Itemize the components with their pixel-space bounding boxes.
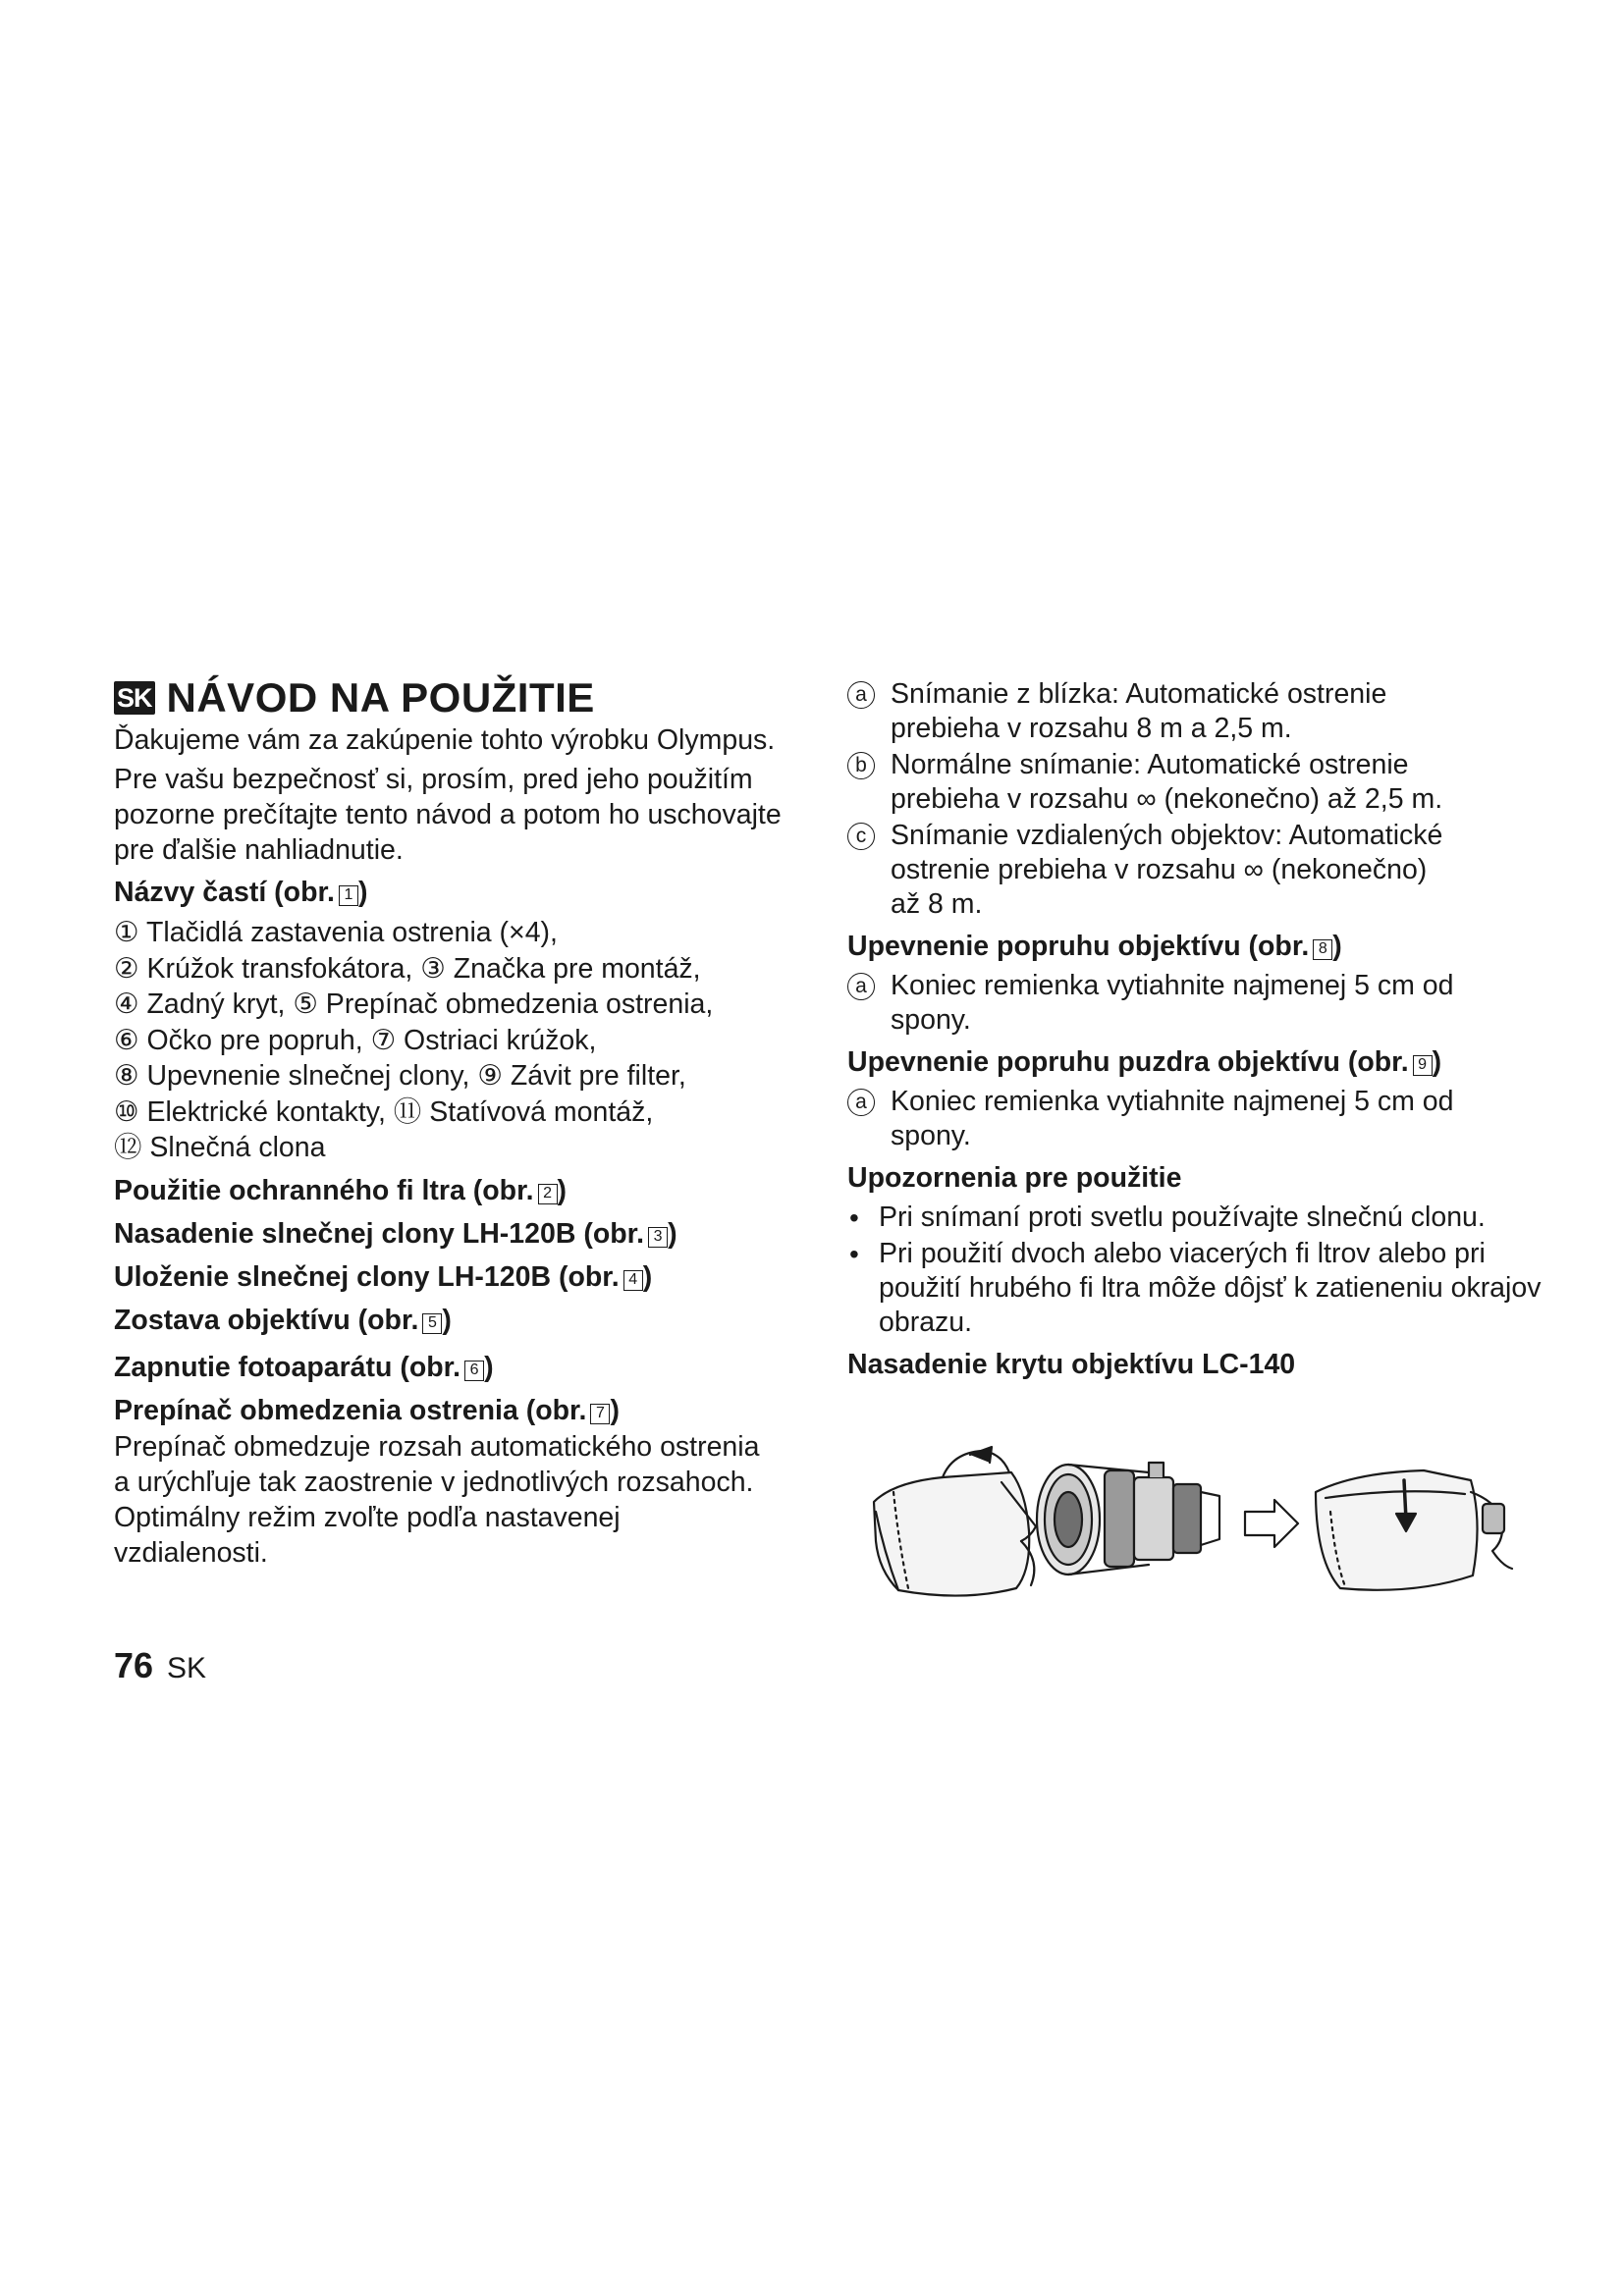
focus-mode-text: Snímanie vzdialených objektov: Automatické [891, 820, 1443, 851]
parts-list [114, 915, 782, 1166]
bullet-icon: • [849, 1202, 859, 1233]
parts-line: ⑩ Elektrické kontakty, ⑪ Statívová montáž, [114, 1095, 654, 1128]
open-case-icon [874, 1447, 1036, 1596]
focus-mode-text: prebieha v rozsahu ∞ (nekonečno) až 2,5 m. [891, 783, 1443, 815]
arrow-right-icon [1245, 1500, 1298, 1547]
section-heading-cautions: Upozornenia pre použitie [847, 1162, 1182, 1194]
case-strap-step [847, 1085, 1554, 1153]
section-heading-lens-cap: Nasadenie krytu objektívu LC-140 [847, 1349, 1296, 1380]
bullet-icon: • [849, 1239, 859, 1269]
figure-ref-icon: 2 [538, 1184, 558, 1204]
parts-line: ⑫ Slnečná clona [114, 1132, 326, 1163]
page-footer [114, 1645, 206, 1686]
focus-mode-a [847, 677, 1554, 746]
parts-line: ② Krúžok transfokátora, ③ Značka pre montáž, [114, 952, 701, 985]
lens-icon [1037, 1463, 1219, 1575]
letter-a-icon: a [847, 1089, 875, 1116]
section-heading-filter: Použitie ochranného fi ltra (obr. 2 ) [114, 1174, 568, 1206]
left-column [114, 675, 782, 1571]
section-heading-hood-store: Uloženie slnečnej clony LH-120B (obr. 4 ) [114, 1260, 653, 1293]
figure-ref-icon: 1 [339, 885, 358, 906]
section-heading-lens-strap: Upevnenie popruhu objektívu (obr. 8 ) [847, 931, 1342, 962]
section-heading-focus-limiter: Prepínač obmedzenia ostrenia (obr. 7 ) [114, 1394, 620, 1426]
letter-a-icon: a [847, 681, 875, 709]
focus-mode-text: Snímanie z blízka: Automatické ostrenie [891, 678, 1387, 710]
parts-line: ⑥ Očko pre popruh, ⑦ Ostriaci krúžok, [114, 1024, 597, 1056]
page-title [114, 675, 782, 721]
figure-ref-icon: 9 [1413, 1055, 1433, 1076]
intro-paragraph-1: Ďakujeme vám za zakúpenie tohto výrobku Olympus. [114, 724, 776, 756]
figure-ref-icon: 7 [590, 1404, 610, 1424]
caution-text: Pri snímaní proti svetlu používajte slnečnú clonu. [879, 1201, 1486, 1233]
focus-mode-text: ostrenie prebieha v rozsahu ∞ (nekonečno) [891, 854, 1428, 885]
focus-mode-text: Normálne snímanie: Automatické ostrenie [891, 749, 1409, 780]
figure-ref-icon: 3 [648, 1227, 668, 1248]
section-heading-assembly: Zostava objektívu (obr. 5 ) [114, 1304, 452, 1336]
parts-heading: Názvy častí (obr. 1 ) [114, 877, 368, 908]
section-heading-case-strap: Upevnenie popruhu puzdra objektívu (obr. 9 ) [847, 1046, 1442, 1078]
focus-mode-text: až 8 m. [891, 888, 983, 920]
focus-mode-c [847, 819, 1554, 922]
figure-ref-icon: 5 [422, 1313, 442, 1334]
figure-ref-icon: 6 [464, 1361, 484, 1381]
step-text: spony. [891, 1004, 971, 1036]
section-heading-power-on: Zapnutie fotoaparátu (obr. 6 ) [114, 1351, 494, 1383]
caution-item [847, 1201, 1554, 1235]
letter-b-icon: b [847, 752, 875, 779]
step-text: Koniec remienka vytiahnite najmenej 5 cm od [891, 970, 1454, 1001]
title-text: NÁVOD NA POUŽITIE [166, 674, 595, 721]
page-language: SK [167, 1652, 207, 1684]
focus-mode-text: prebieha v rozsahu 8 m a 2,5 m. [891, 713, 1292, 744]
parts-line: ① Tlačidlá zastavenia ostrenia (×4), [114, 917, 558, 948]
page-number: 76 [114, 1645, 154, 1685]
section-heading-hood-attach: Nasadenie slnečnej clony LH-120B (obr. 3 ) [114, 1217, 677, 1250]
figure-ref-icon: 4 [623, 1270, 643, 1291]
focus-mode-b [847, 748, 1554, 817]
parts-line: ⑧ Upevnenie slnečnej clony, ⑨ Závit pre filter, [114, 1060, 686, 1092]
lens-strap-step [847, 969, 1554, 1038]
intro-paragraph-2: Pre vašu bezpečnosť si, prosím, pred jeho použitím pozorne prečítajte tento návod a potom ho uschovajte pre ďalšie nahliadnutie. [114, 764, 782, 866]
step-text: Koniec remienka vytiahnite najmenej 5 cm od [891, 1086, 1454, 1117]
letter-c-icon: c [847, 823, 875, 850]
parts-line: ④ Zadný kryt, ⑤ Prepínač obmedzenia ostrenia, [114, 988, 714, 1020]
caution-text: Pri použití dvoch alebo viacerých fi ltrov alebo pri použití hrubého fi ltra môže dôjsť k zatieneniu okrajov obrazu. [879, 1238, 1542, 1338]
closed-case-icon [1316, 1470, 1512, 1590]
focus-limiter-text: Prepínač obmedzuje rozsah automatického ostrenia a urýchľuje tak zaostrenie v jednotlivých rozsahoch. Optimálny režim zvoľte podľa nastavenej vzdialenosti. [114, 1430, 760, 1569]
caution-item [847, 1237, 1554, 1340]
lens-cap-illustration [854, 1433, 1542, 1610]
figure-ref-icon: 8 [1313, 939, 1332, 960]
right-column [847, 677, 1554, 1387]
letter-a-icon: a [847, 973, 875, 1000]
step-text: spony. [891, 1120, 971, 1151]
language-badge: SK [114, 681, 155, 715]
